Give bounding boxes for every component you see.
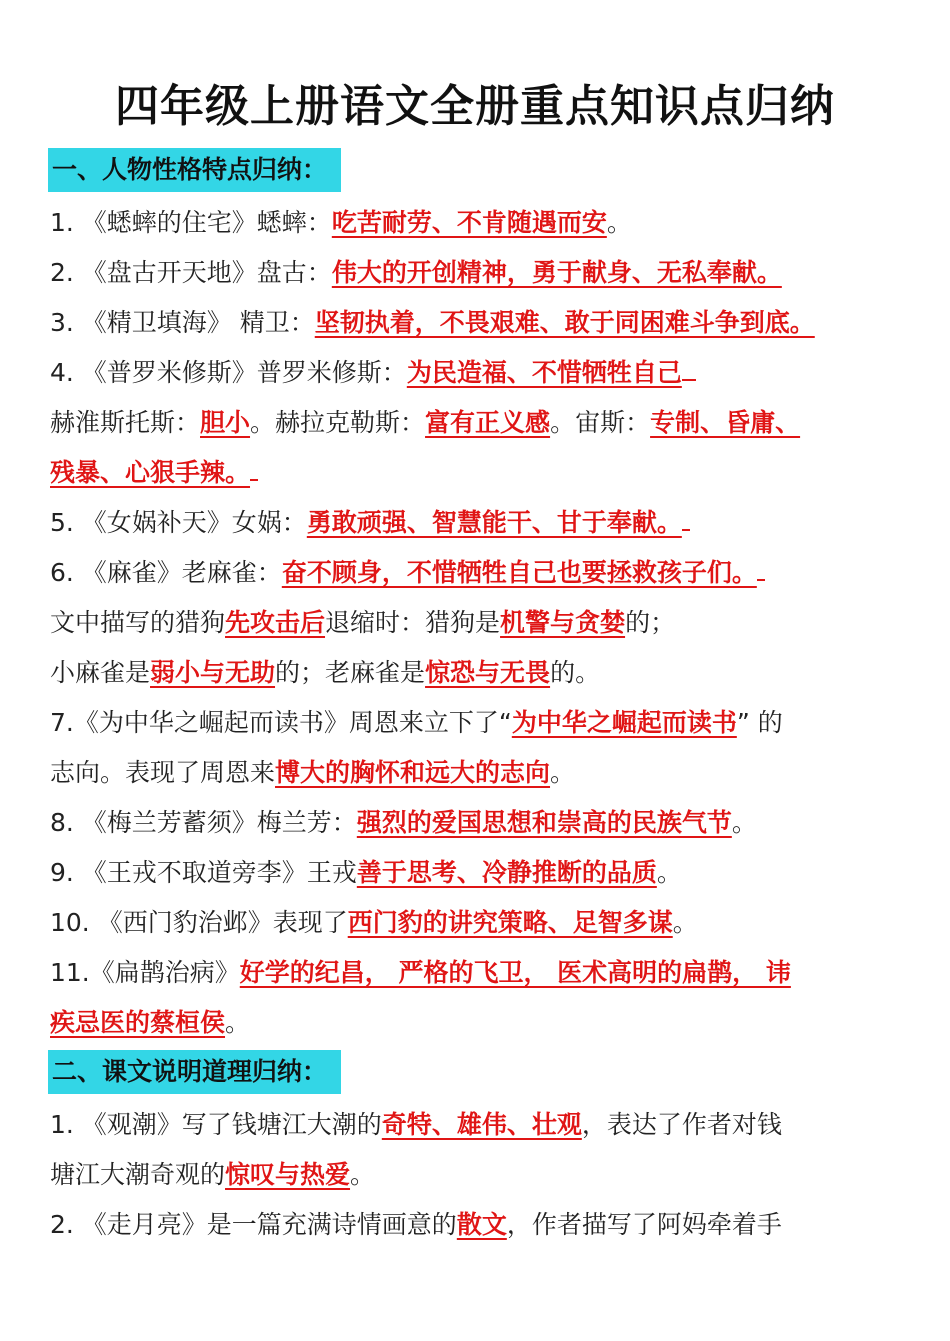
- highlight-answer: 善于思考、冷静推断的品质: [356, 858, 657, 887]
- item-text: 11.《扁鹊治病》: [50, 958, 240, 987]
- highlight-answer: 专制、昏庸、: [650, 408, 801, 437]
- item-text: 。: [731, 808, 757, 837]
- item-text: 9. 《王戎不取道旁李》王戎: [50, 858, 357, 887]
- item-text: 。: [350, 1160, 376, 1189]
- item-text: 2. 《走月亮》是一篇充满诗情画意的: [50, 1210, 457, 1239]
- item-text: 。: [225, 1008, 251, 1037]
- section-heading-lesson-morals: 二、课文说明道理归纳：: [48, 1050, 341, 1094]
- highlight-answer: 为中华之崛起而读书: [511, 708, 737, 737]
- item-text: 。宙斯：: [550, 408, 651, 437]
- item-text: 。: [672, 908, 698, 937]
- list-item: [50, 648, 910, 698]
- list-item: [50, 298, 910, 348]
- highlight-answer: 胆小: [200, 408, 251, 437]
- item-text: 2. 《盘古开天地》盘古：: [50, 258, 332, 287]
- list-item: [50, 498, 910, 548]
- section-heading-character-traits: 一、人物性格特点归纳：: [48, 148, 341, 192]
- highlight-answer: 弱小与无助: [150, 658, 276, 687]
- list-item: [50, 198, 910, 248]
- item-text: 1. 《蟋蟀的住宅》蟋蟀：: [50, 208, 332, 237]
- list-item: [50, 998, 910, 1048]
- highlight-answer: 疾忌医的蔡桓侯: [50, 1008, 226, 1037]
- answer-underline: [757, 557, 765, 581]
- item-text: 小麻雀是: [50, 658, 151, 687]
- list-item: [50, 1150, 910, 1200]
- list-item: [50, 898, 910, 948]
- highlight-answer: 富有正义感: [425, 408, 551, 437]
- item-text: ” 的: [736, 708, 783, 737]
- item-text: 5. 《女娲补天》女娲：: [50, 508, 307, 537]
- item-text: 。: [656, 858, 682, 887]
- item-text: 6. 《麻雀》老麻雀：: [50, 558, 282, 587]
- item-text: 10. 《西门豹治邺》表现了: [50, 908, 348, 937]
- item-text: 的；老麻雀是: [275, 658, 426, 687]
- answer-underline: [682, 357, 696, 381]
- highlight-answer: 机警与贪婪: [500, 608, 626, 637]
- list-item: [50, 348, 910, 398]
- highlight-answer: 先攻击后: [225, 608, 326, 637]
- highlight-answer: 好学的纪昌， 严格的飞卫， 医术高明的扁鹊， 讳: [239, 958, 791, 987]
- highlight-answer: 残暴、心狠手辣。: [50, 458, 251, 487]
- item-text: 志向。表现了周恩来: [50, 758, 276, 787]
- item-text: ，作者描写了阿妈牵着手: [506, 1210, 782, 1239]
- list-item: [50, 448, 910, 498]
- highlight-answer: 强烈的爱国思想和崇高的民族气节: [356, 808, 732, 837]
- item-text: 8. 《梅兰芳蓄须》梅兰芳：: [50, 808, 357, 837]
- list-item: [50, 698, 910, 748]
- answer-underline: [682, 507, 690, 531]
- answer-underline: [250, 457, 258, 481]
- item-text: 7.《为中华之崛起而读书》周恩来立下了“: [50, 708, 512, 737]
- list-item: [50, 398, 910, 448]
- page-title: 四年级上册语文全册重点知识点归纳: [115, 81, 835, 132]
- list-item: [50, 1100, 910, 1150]
- item-text: 退缩时：猎狗是: [325, 608, 501, 637]
- item-text: ，表达了作者对钱: [581, 1110, 782, 1139]
- list-item: [50, 948, 910, 998]
- item-text: 赫淮斯托斯：: [50, 408, 201, 437]
- list-item: [50, 1200, 910, 1250]
- highlight-answer: 勇敢顽强、智慧能干、甘于奉献。: [306, 508, 682, 537]
- item-text: 的。: [550, 658, 601, 687]
- item-text: 4. 《普罗米修斯》普罗米修斯：: [50, 358, 407, 387]
- list-item: [50, 798, 910, 848]
- highlight-answer: 惊恐与无畏: [425, 658, 551, 687]
- item-text: 。赫拉克勒斯：: [250, 408, 426, 437]
- item-text: 3. 《精卫填海》 精卫：: [50, 308, 315, 337]
- highlight-answer: 坚韧执着，不畏艰难、敢于同困难斗争到底。: [314, 308, 815, 337]
- highlight-answer: 散文: [456, 1210, 507, 1239]
- list-item: [50, 248, 910, 298]
- list-item: [50, 598, 910, 648]
- item-text: 的；: [625, 608, 676, 637]
- list-item: [50, 848, 910, 898]
- highlight-answer: 为民造福、不惜牺牲自己: [406, 358, 682, 387]
- highlight-answer: 奇特、雄伟、壮观: [381, 1110, 582, 1139]
- highlight-answer: 西门豹的讲究策略、足智多谋: [347, 908, 673, 937]
- list-item: [50, 748, 910, 798]
- item-text: 。: [606, 208, 632, 237]
- item-text: 文中描写的猎狗: [50, 608, 226, 637]
- highlight-answer: 惊叹与热爱: [225, 1160, 351, 1189]
- item-text: 塘江大潮奇观的: [50, 1160, 226, 1189]
- highlight-answer: 伟大的开创精神，勇于献身、无私奉献。: [331, 258, 782, 287]
- highlight-answer: 吃苦耐劳、不肯随遇而安: [331, 208, 607, 237]
- item-text: 1. 《观潮》写了钱塘江大潮的: [50, 1110, 382, 1139]
- item-text: 。: [550, 758, 576, 787]
- list-item: [50, 548, 910, 598]
- highlight-answer: 博大的胸怀和远大的志向: [275, 758, 551, 787]
- highlight-answer: 奋不顾身，不惜牺牲自己也要拯救孩子们。: [281, 558, 757, 587]
